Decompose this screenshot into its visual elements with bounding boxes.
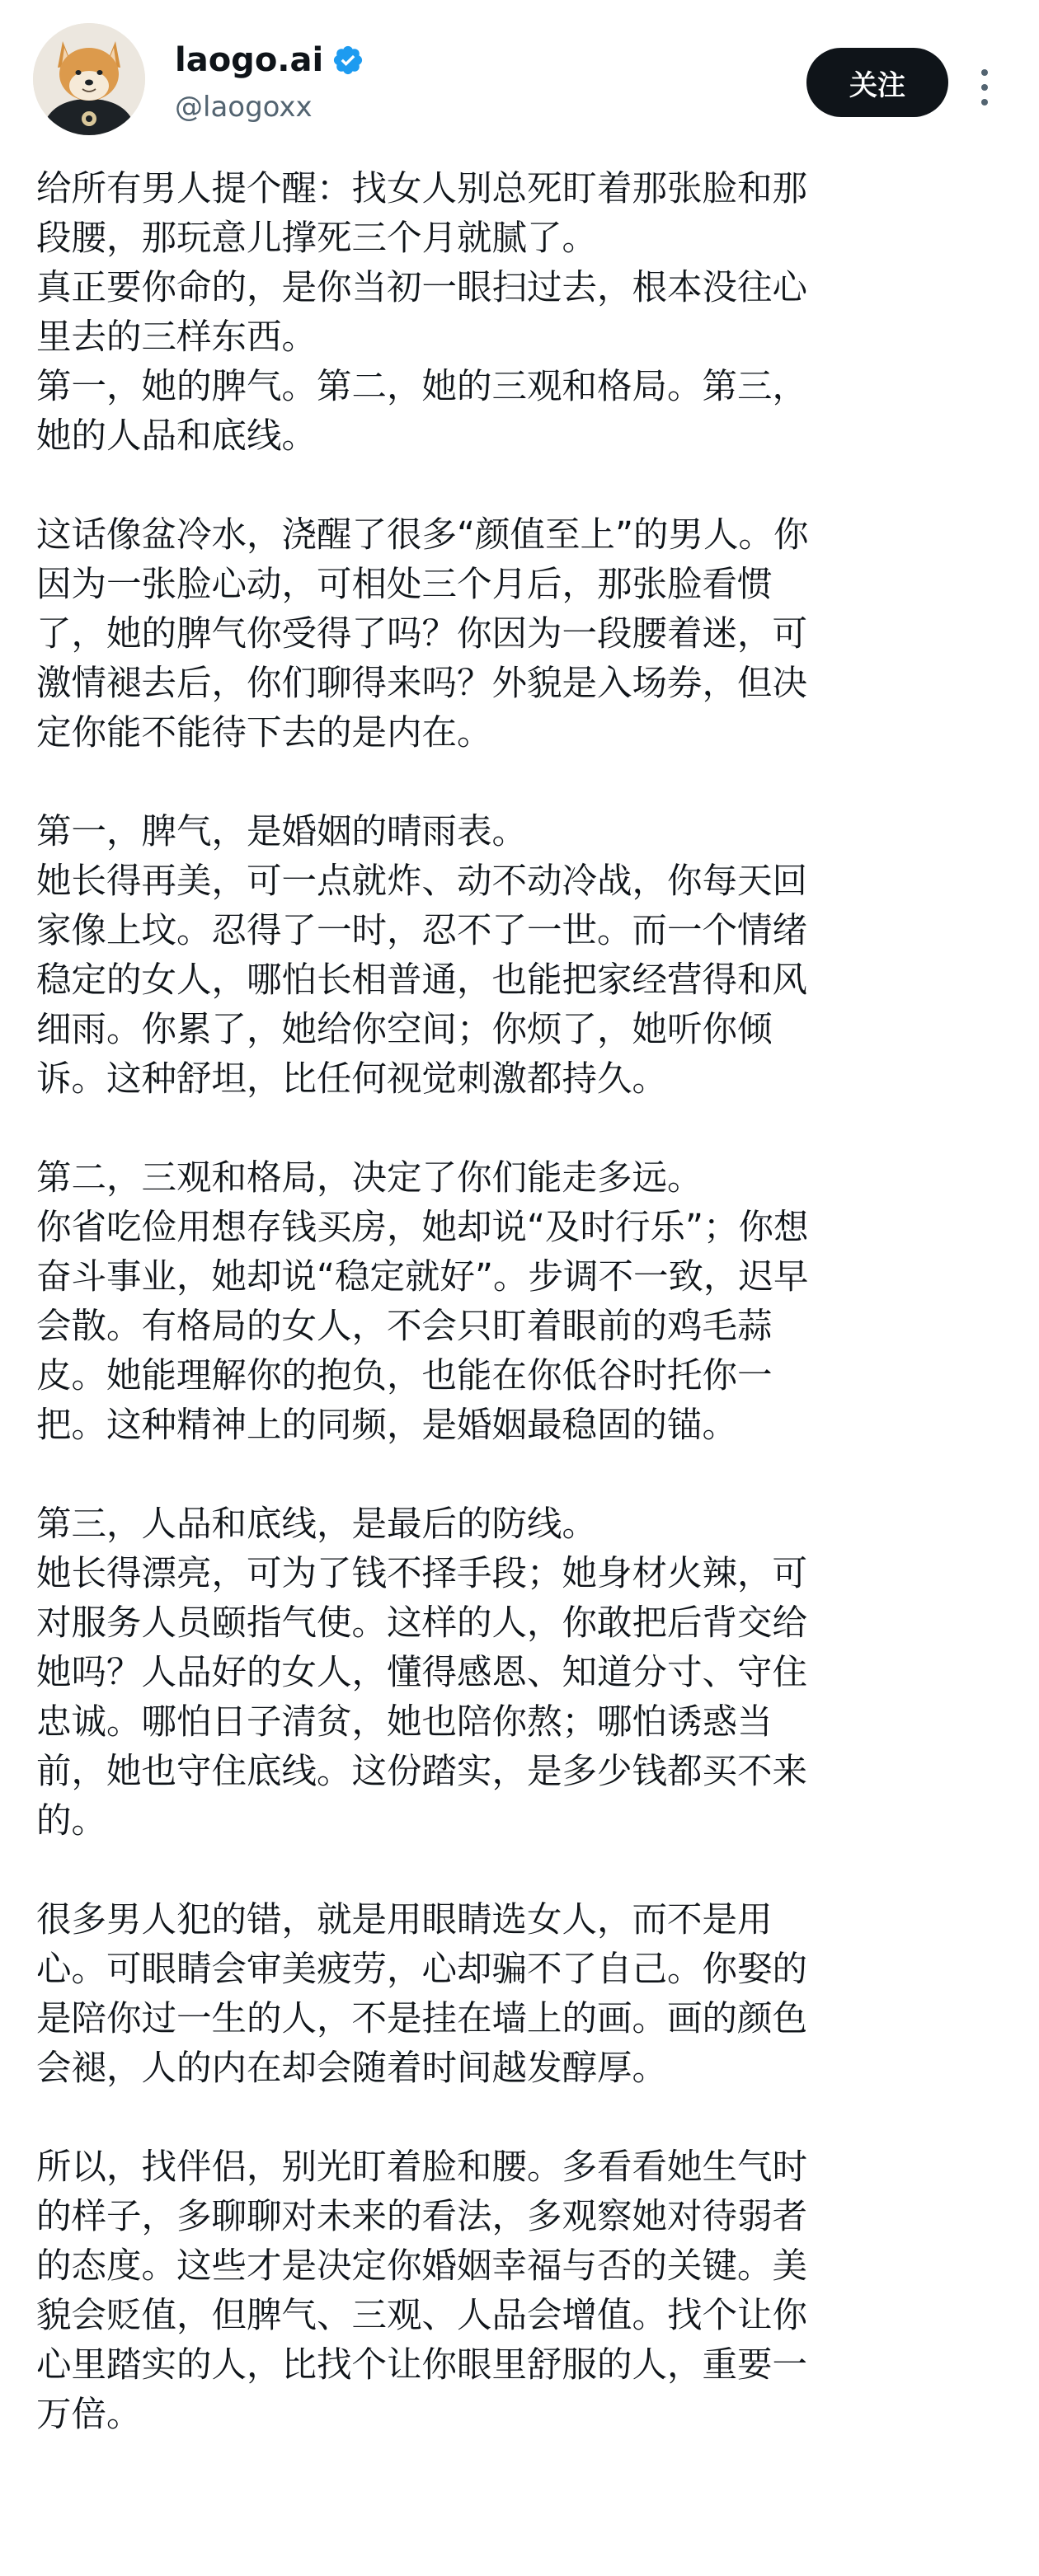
post-paragraph [36,2143,1009,2440]
post-text-line: 的。 [36,1801,107,1842]
post-text-line: 她长得漂亮，可为了钱不择手段；她身材火辣，可 [36,1554,808,1594]
post-text-line: 心里踏实的人，比找个让你眼里舒服的人，重要一 [36,2345,808,2386]
post-text-line: 的样子，多聊聊对未来的看法，多观察她对待弱者 [36,2197,808,2237]
post-text-line: 对服务人员颐指气使。这样的人，你敢把后背交给 [36,1603,808,1644]
post-paragraph [36,1500,1009,1846]
post-text-line: 把。这种精神上的同频，是婚姻最稳固的锚。 [36,1405,738,1446]
post-text-line: 因为一张脸心动，可相处三个月后，那张脸看惯 [36,565,773,605]
post-text-line: 里去的三样东西。 [36,317,317,358]
author-handle[interactable]: @laogoxx [175,91,313,124]
post-text-line: 诉。这种舒坦，比任何视觉刺激都持久。 [36,1059,668,1100]
post-text-line: 细雨。你累了，她给你空间；你烦了，她听你倾 [36,1010,773,1050]
post-text-line: 心。可眼睛会审美疲劳，心却骗不了自己。你娶的 [36,1950,808,1990]
post-text-line: 稳定的女人，哪怕长相普通，也能把家经营得和风 [36,960,808,1001]
post-text-line: 了，她的脾气你受得了吗？你因为一段腰着迷，可 [36,614,808,655]
post-text-line: 真正要你命的，是你当初一眼扫过去，根本没往心 [36,268,808,308]
post-paragraph [36,511,1009,758]
post-paragraph [36,1154,1009,1451]
post-text-line: 万倍。 [36,2395,142,2435]
post-text-line: 所以，找伴侣，别光盯着脸和腰。多看看她生气时 [36,2147,808,2188]
post-text-line: 这话像盆冷水，浇醒了很多“颜值至上”的男人。你 [36,515,809,556]
more-vertical-icon[interactable] [970,63,999,112]
post-paragraph [36,165,1009,462]
post-text-line: 第三，人品和底线，是最后的防线。 [36,1504,598,1545]
post-text-line: 激情褪去后，你们聊得来吗？外貌是入场券，但决 [36,664,808,704]
post-text-line: 你省吃俭用想存钱买房，她却说“及时行乐”；你想 [36,1208,809,1248]
follow-button[interactable]: 关注 [806,48,948,117]
post-text-line: 给所有男人提个醒：找女人别总死盯着那张脸和那 [36,169,808,209]
post-text-line: 家像上坟。忍得了一时，忍不了一世。而一个情绪 [36,911,808,951]
post-text-line: 的态度。这些才是决定你婚姻幸福与否的关键。美 [36,2246,808,2287]
post-text-line: 会散。有格局的女人，不会只盯着眼前的鸡毛蒜 [36,1307,773,1347]
post-header [0,0,1039,157]
post-text-line: 段腰，那玩意儿撑死三个月就腻了。 [36,218,598,259]
post-body [36,165,1009,2440]
post-text-line: 皮。她能理解你的抱负，也能在你低谷时托你一 [36,1356,773,1396]
post-text-line: 她吗？人品好的女人，懂得感恩、知道分寸、守住 [36,1653,808,1693]
post-paragraph [36,808,1009,1105]
post-text-line: 忠诚。哪怕日子清贫，她也陪你熬；哪怕诱惑当 [36,1702,773,1743]
post-text-line: 很多男人犯的错，就是用眼睛选女人，而不是用 [36,1900,773,1940]
post-text-line: 是陪你过一生的人，不是挂在墙上的画。画的颜色 [36,1999,808,2039]
avatar[interactable] [33,23,145,135]
verified-badge-icon [331,44,364,77]
post-text-line: 她长得再美，可一点就炸、动不动冷战，你每天回 [36,861,808,902]
post-text-line: 定你能不能待下去的是内在。 [36,713,492,753]
post-text-line: 第一，脾气，是婚姻的晴雨表。 [36,812,528,852]
post-text-line: 她的人品和底线。 [36,416,317,457]
post-text-line: 第一，她的脾气。第二，她的三观和格局。第三， [36,367,808,407]
author-name-row [175,31,364,89]
shiba-dog-avatar-icon [33,23,145,135]
post-text-line: 前，她也守住底线。这份踏实，是多少钱都买不来 [36,1752,808,1792]
author-display-name[interactable]: laogo.ai [175,41,324,79]
post-text-line: 奋斗事业，她却说“稳定就好”。步调不一致，迟早 [36,1257,809,1297]
post-paragraph [36,1896,1009,2094]
post-text-line: 会褪，人的内在却会随着时间越发醇厚。 [36,2048,668,2089]
post-text-line: 第二，三观和格局，决定了你们能走多远。 [36,1158,703,1199]
post-text-line: 貌会贬值，但脾气、三观、人品会增值。找个让你 [36,2296,808,2336]
